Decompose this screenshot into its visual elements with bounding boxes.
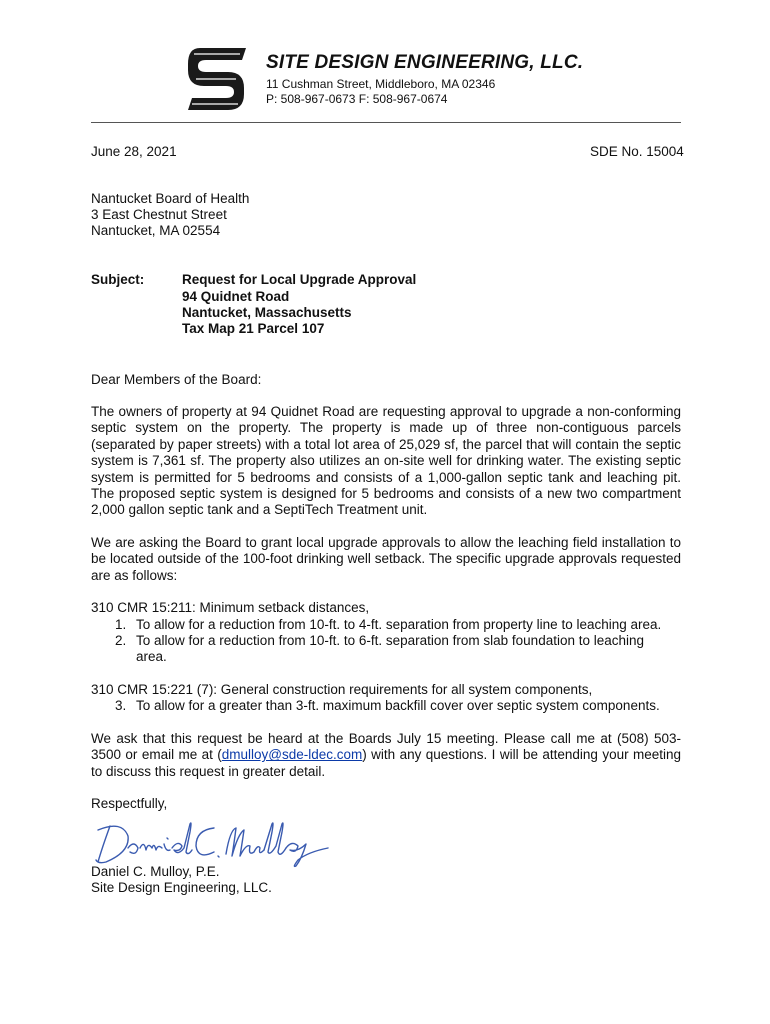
company-phone: P: 508-967-0673 F: 508-967-0674	[266, 92, 448, 106]
subject-label: Subject:	[91, 272, 145, 287]
subject-line: Nantucket, Massachusetts	[182, 305, 352, 320]
section-heading: 310 CMR 15:221 (7): General construction requirements for all system components,	[91, 682, 593, 697]
header-divider	[91, 122, 681, 123]
recipient-line: Nantucket Board of Health	[91, 191, 250, 206]
subject-line: Request for Local Upgrade Approval	[182, 272, 417, 287]
recipient-line: 3 East Chestnut Street	[91, 207, 227, 222]
body-paragraph: We are asking the Board to grant local upgrade approvals to allow the leaching field installation to be located outside of the 100-foot drinking well setback. The specific upgrade approvals requested are as follows:	[91, 535, 681, 583]
section-heading: 310 CMR 15:211: Minimum setback distances,	[91, 600, 370, 615]
signer-name: Daniel C. Mulloy, P.E.	[91, 864, 220, 879]
list-item: To allow for a greater than 3-ft. maximum backfill cover over septic system components.	[136, 698, 660, 713]
list-number: 2.	[115, 633, 127, 648]
salutation: Dear Members of the Board:	[91, 372, 262, 387]
reference-number: SDE No. 15004	[590, 144, 684, 159]
subject-line: 94 Quidnet Road	[182, 289, 290, 304]
closing-paragraph	[91, 731, 681, 780]
list-number: 1.	[115, 617, 127, 632]
recipient-line: Nantucket, MA 02554	[91, 223, 221, 238]
body-paragraph: The owners of property at 94 Quidnet Road are requesting approval to upgrade a non-conforming septic system on the property. The property is made up of three non-contiguous parcels (separated by paper streets) with a total lot area of 25,029 sf, the parcel that will contain the septic system is 7,361 sf. The property also utilizes an on-site well for drinking water. The existing septic system is permitted for 5 bedrooms and consists of a 1,000-gallon septic tank and leaching pit. The proposed septic system is designed for 5 bedrooms and consists of a new two compartment 2,000 gallon septic tank and a SeptiTech Treatment unit.	[91, 404, 681, 518]
closing-text: We ask that this request be heard at the Boards July 15 meeting. Please call me at (508) 503-3500 or email me at (	[91, 731, 681, 763]
signer-company: Site Design Engineering, LLC.	[91, 880, 272, 895]
email-link[interactable]: dmulloy@sde-ldec.com	[221, 747, 363, 763]
signature	[92, 818, 332, 868]
list-number: 3.	[115, 698, 127, 713]
company-address: 11 Cushman Street, Middleboro, MA 02346	[266, 77, 496, 91]
list-item: To allow for a reduction from 10-ft. to 6-ft. separation from slab foundation to leaching area.	[136, 633, 645, 665]
letter-date: June 28, 2021	[91, 144, 177, 159]
company-logo	[186, 46, 248, 112]
company-name: SITE DESIGN ENGINEERING, LLC.	[266, 52, 584, 73]
subject-line: Tax Map 21 Parcel 107	[182, 321, 325, 336]
list-item: To allow for a reduction from 10-ft. to 4-ft. separation from property line to leaching area.	[136, 617, 662, 632]
closing-text: ) with any questions. I will be attending your meeting to discuss this request in greater detail.	[91, 747, 682, 779]
signoff: Respectfully,	[91, 796, 168, 811]
